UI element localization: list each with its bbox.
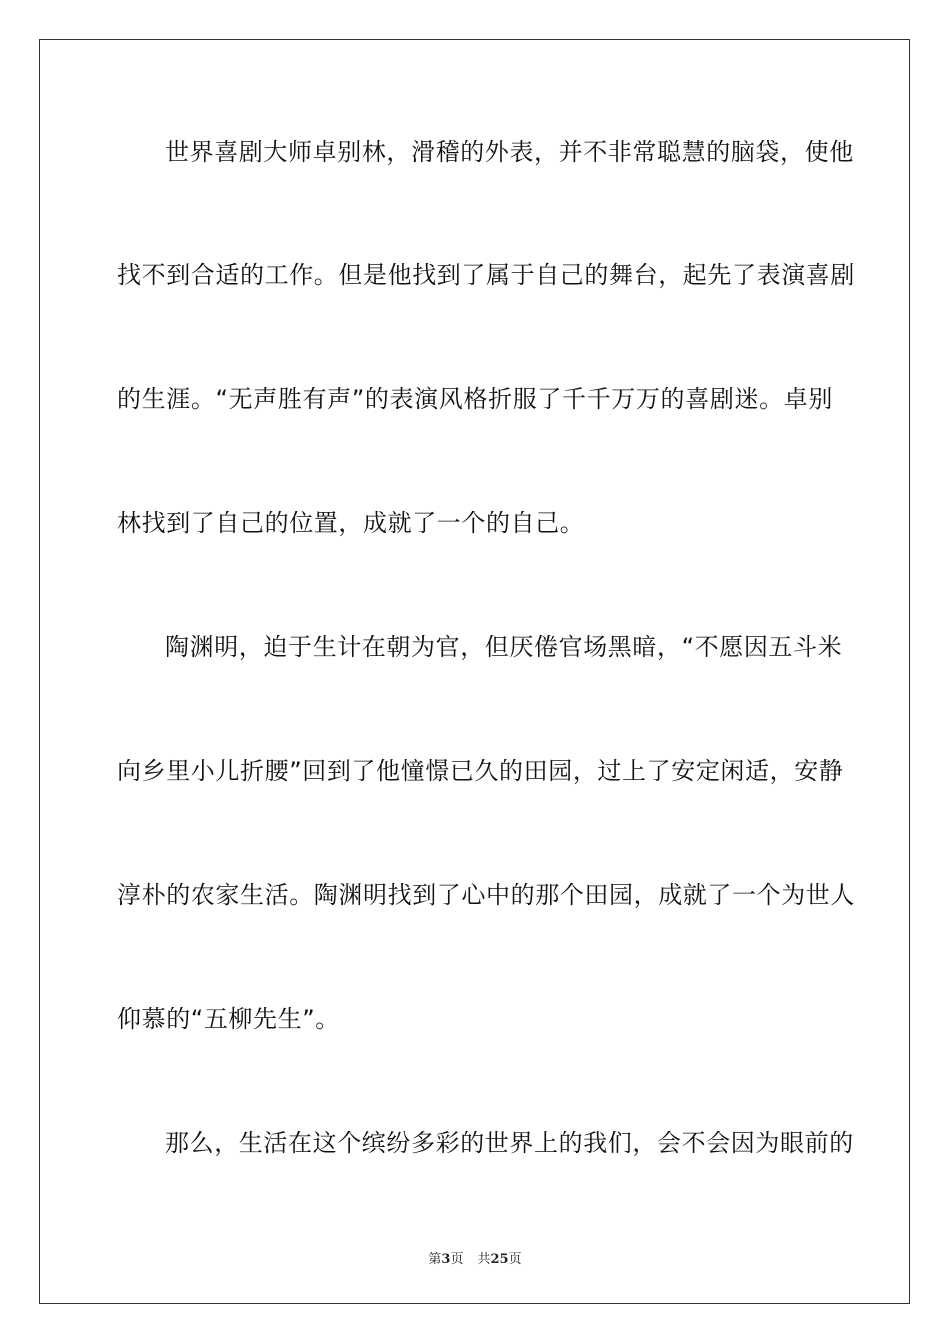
page-prefix: 第 [428, 1252, 442, 1267]
paragraph-2-line-1: 陶渊明，迫于生计在朝为官，但厌倦官场黑暗，“不愿因五斗米 [165, 633, 843, 661]
total-prefix: 共 [477, 1252, 491, 1267]
paragraph-1-line-3: 的生涯。“无声胜有声”的表演风格折服了千千万万的喜剧迷。卓别 [117, 385, 833, 413]
paragraph-2-line-2: 向乡里小儿折腰”回到了他憧憬已久的田园，过上了安定闲适，安静 [117, 757, 844, 785]
paragraph-2-line-3: 淳朴的农家生活。陶渊明找到了心中的那个田园，成就了一个为世人 [117, 881, 855, 909]
total-suffix: 页 [508, 1252, 522, 1267]
page-suffix: 页 [450, 1252, 464, 1267]
total-pages: 25 [490, 1252, 509, 1267]
page-number: 3 [441, 1252, 451, 1267]
paragraph-3-line-1: 那么，生活在这个缤纷多彩的世界上的我们，会不会因为眼前的 [165, 1129, 854, 1157]
paragraph-1-line-4: 林找到了自己的位置，成就了一个的自己。 [117, 509, 585, 537]
paragraph-2-line-4: 仰慕的“五柳先生”。 [117, 1005, 340, 1033]
paragraph-1-line-1: 世界喜剧大师卓别林，滑稽的外表，并不非常聪慧的脑袋，使他 [165, 138, 854, 166]
page-footer [0, 1248, 950, 1267]
page-border [39, 39, 910, 1304]
paragraph-1-line-2: 找不到合适的工作。但是他找到了属于自己的舞台，起先了表演喜剧 [117, 261, 855, 289]
